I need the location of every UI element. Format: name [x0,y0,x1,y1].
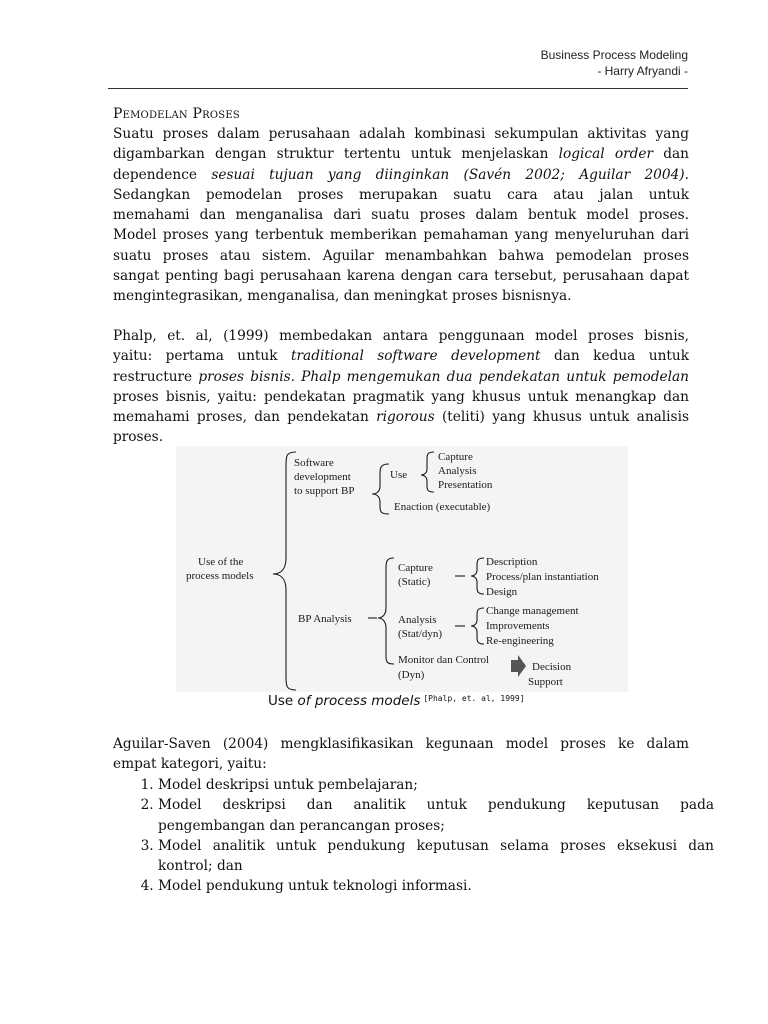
text-segment: mengintegrasikan, menganalisa, dan meningkat proses bisnisnya. [113,288,572,305]
software-label-3: to support BP [294,485,355,497]
capture-item-description: Description [486,556,538,568]
process-model-diagram [176,446,628,692]
text-line [113,387,689,407]
text-segment: dependence [113,166,197,183]
text-segment: restructure [113,368,193,385]
capture-item-instantiation: Process/plan instantiation [486,571,599,583]
italic-term: sesuai tujuan yang diinginkan (Savén 2002; Aguilar 2004). [196,166,689,183]
text-line [113,326,689,346]
text-line [113,427,689,447]
text-line [113,225,689,245]
figure-caption [268,693,525,709]
bp-analysis-brace [378,558,394,664]
section-heading: Pemodelan Proses [113,106,240,122]
text-segment: Phalp, et. al, (1999) membedakan antara penggunaan model proses bisnis, [113,328,689,344]
list-item-line: 2. Model deskripsi dan analitik untuk pendukung keputusan pada [158,797,714,814]
root-brace [273,452,296,690]
text-segment: memahami proses, dan pendekatan [113,409,377,426]
decision-arrow [511,655,526,677]
use-item-capture: Capture [438,451,473,463]
software-label-1: Software [294,457,334,469]
monitor-label-1: Monitor dan Control [398,654,490,666]
list-item-line: 1. Model deskripsi untuk pembelajaran; [158,777,418,793]
header-title: Business Process Modeling [540,48,688,62]
list-item-line: kontrol; dan [158,858,243,875]
capture-label-2: (Static) [398,576,431,588]
text-line [113,286,689,306]
text-segment: proses. [113,429,164,446]
capture-item-design: Design [486,586,518,598]
text-segment: empat kategori, yaitu: [113,756,267,773]
text-segment: proses bisnis, yaitu: pendekatan pragmatik yang khusus untuk menangkap dan [113,388,689,405]
list-item-line: pengembangan dan perancangan proses; [158,817,445,834]
use-item-presentation: Presentation [438,479,493,491]
caption-prefix: Use [268,693,298,709]
text-segment: Model proses yang terbentuk memberikan pemahaman yang menyeluruhan dari [113,227,689,244]
text-segment: memahami dan menganalisa dari suatu proses dalam bentuk model proses. [113,207,689,224]
text-line [113,266,689,286]
text-line [113,246,689,266]
list-item [158,836,714,877]
text-line [113,407,689,427]
analysis-label-2: (Stat/dyn) [398,628,442,640]
italic-term: rigorous [376,409,435,426]
list-item-line: 3. Model analitik untuk pendukung keputusan selama proses eksekusi dan [158,837,714,854]
root-label-2: process models [186,570,254,582]
header-rule [108,88,688,89]
text-segment: Aguilar-Saven (2004) mengklasifikasikan kegunaan model proses ke dalam [113,736,689,752]
text-line [113,734,689,754]
text-line [113,165,689,185]
header-author: - Harry Afryandi - [597,64,688,78]
analysis-item-reengineering: Re-engineering [486,635,554,647]
text-segment: digambarkan dengan struktur tertentu untuk menjelaskan [113,146,559,163]
analysis-item-improvements: Improvements [486,620,550,632]
capture-label-1: Capture [398,562,433,574]
text-segment: dan [653,146,689,163]
text-line [113,144,689,164]
category-list [133,775,714,897]
monitor-item-support: Support [528,676,563,688]
analysis-brace [471,608,484,644]
enaction-label: Enaction (executable) [394,501,491,513]
text-segment: yaitu: pertama untuk [113,348,291,365]
text-line [113,124,689,144]
text-segment: (teliti) yang khusus untuk analisis [434,409,689,426]
text-line [113,346,689,366]
paragraph-definition [113,124,689,307]
text-segment: Suatu proses dalam perusahaan adalah kombinasi sekumpulan aktivitas yang [113,126,689,142]
italic-term: traditional software development [291,348,541,365]
text-line [113,185,689,205]
text-line [113,205,689,225]
paragraph-aguilar [113,734,689,775]
list-item-line: 4. Model pendukung untuk teknologi informasi. [158,878,472,895]
list-item [158,775,714,795]
text-line [113,367,689,387]
paragraph-phalp [113,326,689,448]
software-brace [372,464,389,514]
list-item [158,795,714,836]
bp-analysis-label: BP Analysis [298,613,352,625]
software-label-2: development [294,471,351,483]
monitor-label-2: (Dyn) [398,669,425,681]
capture-brace [471,558,484,594]
italic-term: proses bisnis. Phalp mengemukan dua pendekatan untuk pemodelan [192,368,689,385]
text-segment: sangat penting bagi perusahaan karena dengan cara tersebut, perusahaan dapat [113,268,689,285]
italic-term: logical order [558,146,654,163]
analysis-label-1: Analysis [398,614,437,626]
text-line [113,754,689,774]
root-label-1: Use of the [198,556,244,568]
text-segment: Sedangkan pemodelan proses merupakan suatu cara atau jalan untuk [113,186,689,203]
use-label: Use [390,469,408,481]
text-segment: dan kedua untuk [540,348,690,365]
caption-italic: of process models [297,693,421,709]
diagram-svg [176,446,628,692]
use-item-analysis: Analysis [438,465,477,477]
analysis-item-change: Change management [486,605,579,617]
list-item [158,876,714,896]
use-brace [421,452,434,492]
monitor-item-decision: Decision [532,661,572,673]
caption-citation: [Phalp, et. al, 1999] [423,694,525,703]
text-segment: suatu proses atau sistem. Aguilar menambahkan bahwa pemodelan proses [113,247,689,264]
